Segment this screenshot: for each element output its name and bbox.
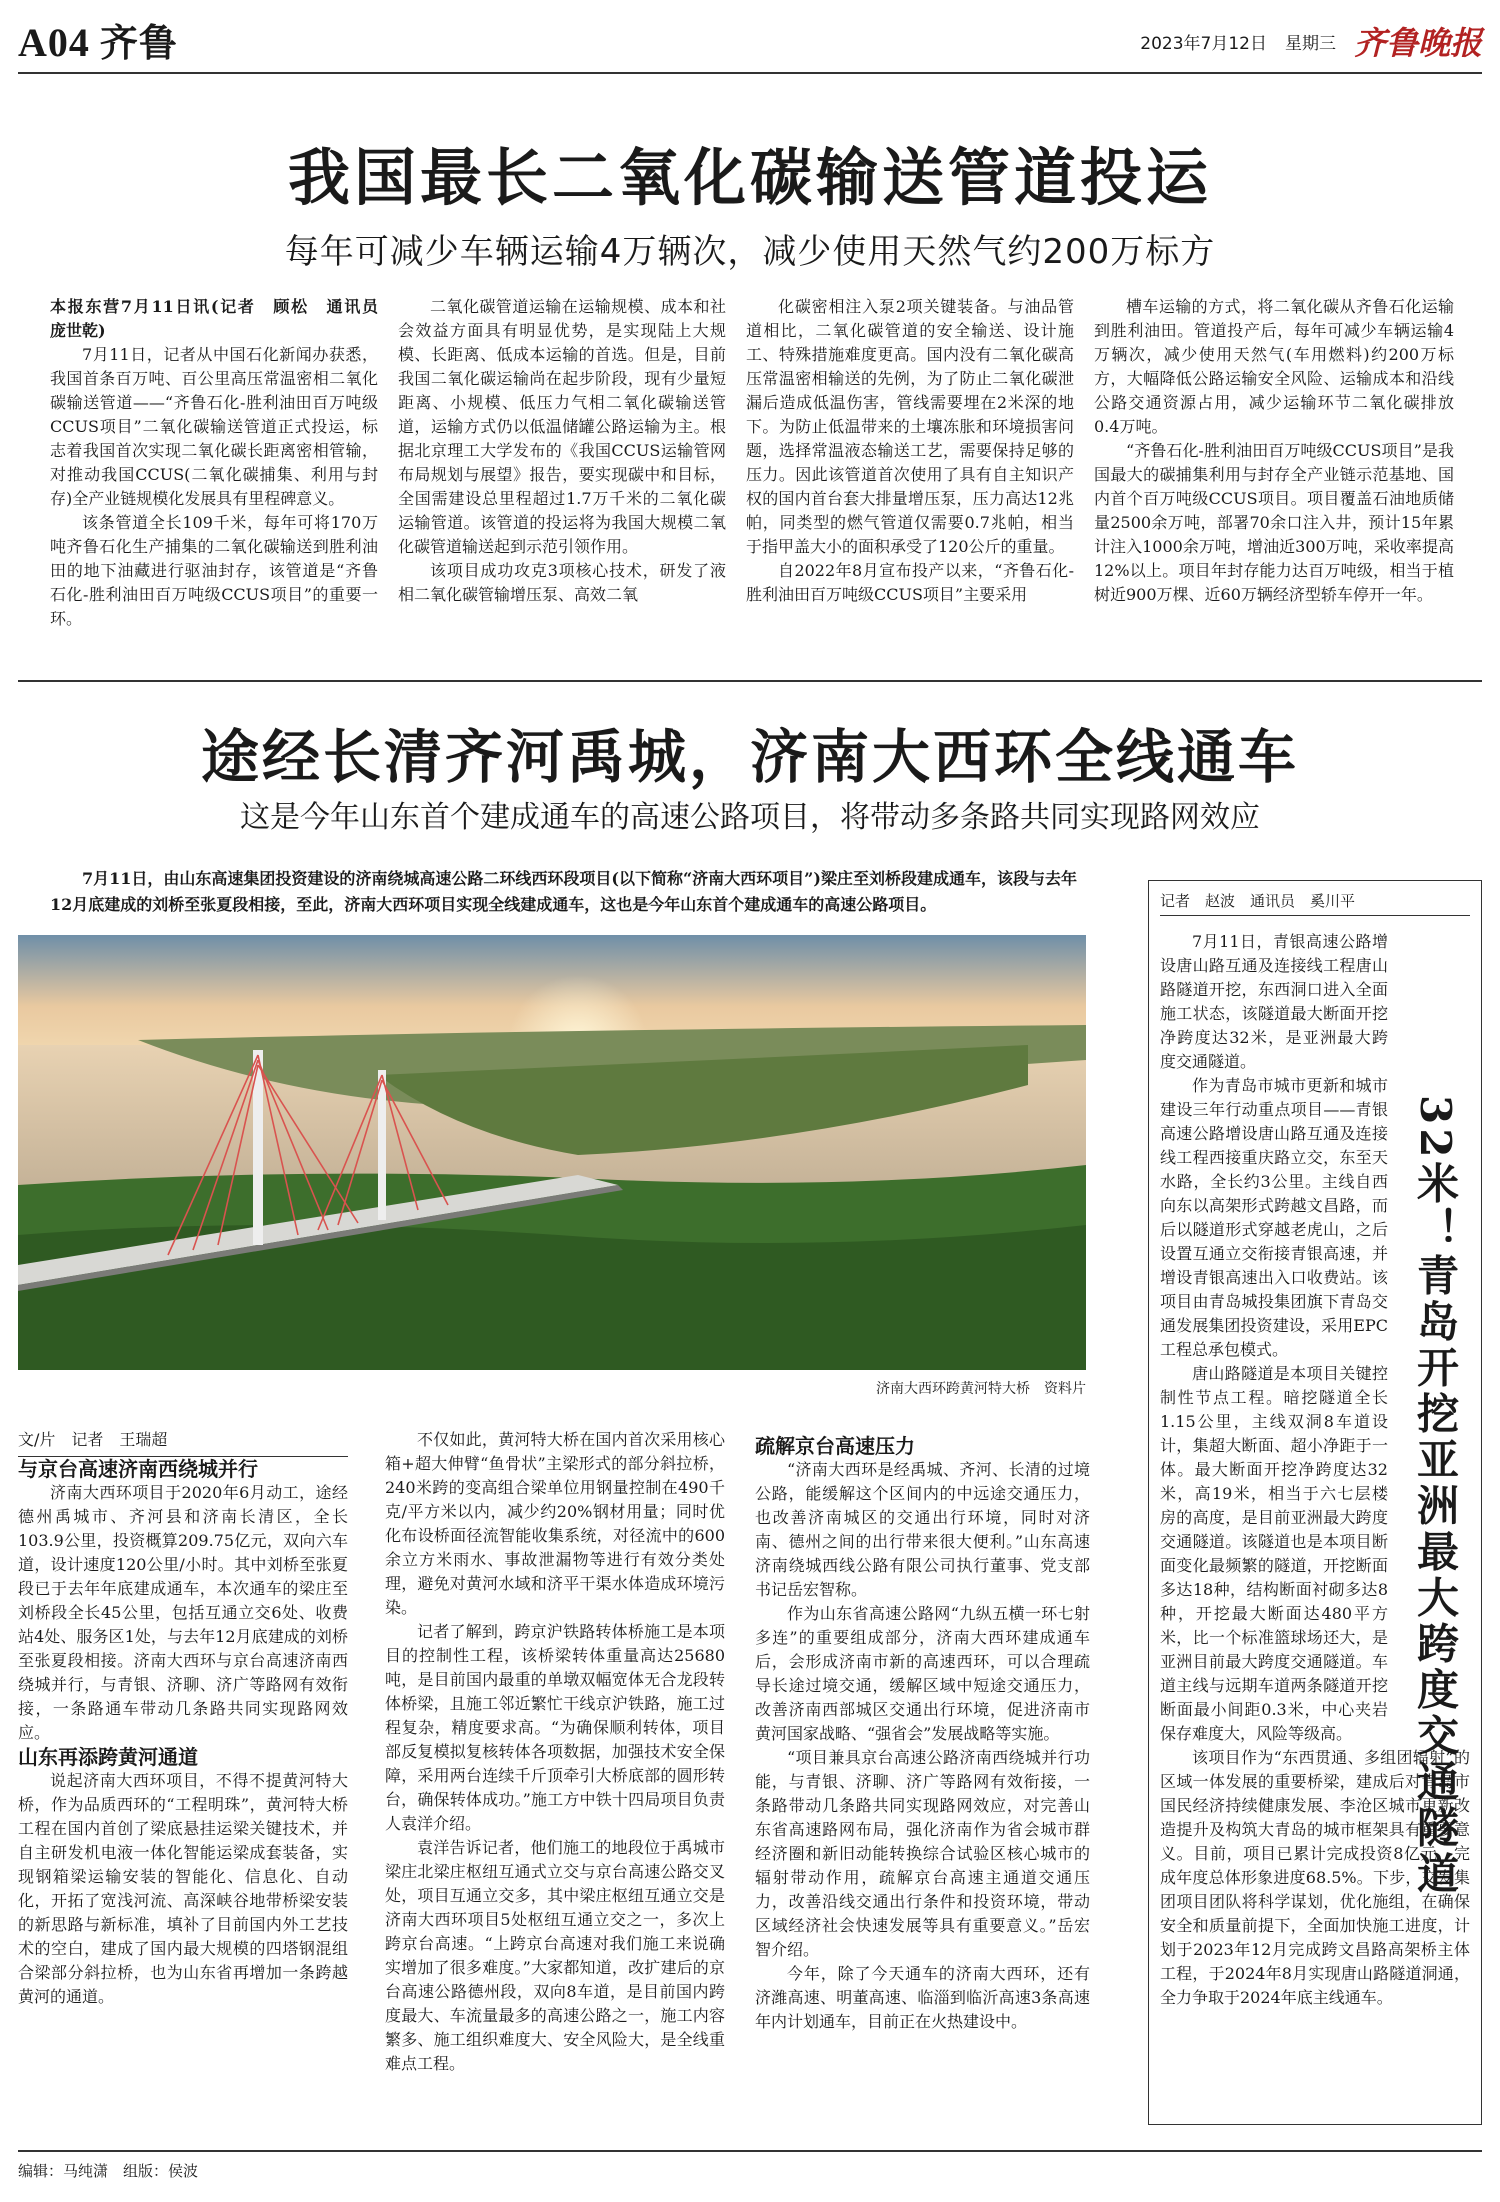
sidebar-paragraph: 该项目作为“东西贯通、多组团辐射”的区域一体发展的重要桥梁，建成后对青岛市国民经济持续健康发展、李沧区城市更新改造提升及构筑大青岛的城市框架具有重要意义。目前，项目已累计完成投资8亿元，完成年度总体形象进度68.5%。下步，交发集团项目团队将科学谋划，优化施组，在确保安全和质量前提下，全面加快施工进度，计划于2023年12月完成跨文昌路高架桥主体工程，于2024年8月实现唐山路隧道洞通，全力争取于2024年底主线通车。 [1160, 1748, 1470, 2007]
article2-subhead-1: 与京台高速济南西绕城并行 [18, 1457, 258, 1481]
issue-date: 2023年7月12日 [1140, 33, 1267, 54]
bridge-photo-illustration [18, 935, 1086, 1370]
article2-paragraph: “项目兼具京台高速公路济南西绕城并行功能，与青银、济聊、济广等路网有效衔接，一条路带动几条路共同实现路网效应，对完善山东省高速路网布局，强化济南作为省会城市群经济圈和新旧动能转换综合试验区核心城市的辐射带动作用，疏解京台高速主通道交通压力，改善沿线交通出行条件和投资环境，带动区域经济社会快速发展等具有重要意义。”岳宏智介绍。 [755, 1748, 1090, 1959]
bridge-photo [18, 935, 1086, 1370]
article1-paragraph: 该条管道全长109千米，每年可将170万吨齐鲁石化生产捕集的二氧化碳输送到胜利油田的地下油藏进行驱油封存，该管道是“齐鲁石化-胜利油田百万吨级CCUS项目”的重要一环。 [50, 513, 378, 628]
article1-paragraph: 7月11日，记者从中国石化新闻办获悉，我国首条百万吨、百公里高压常温密相二氧化碳输送管道——“齐鲁石化-胜利油田百万吨级CCUS项目”二氧化碳输送管道正式投运，标志着我国首次实现二氧化碳长距离密相管输，对推动我国CCUS(二氧化碳捕集、利用与封存)全产业链规模化发展具有里程碑意义。 [50, 345, 378, 508]
article1-column-2 [398, 295, 726, 607]
article2-byline: 文/片 记者 王瑞超 [18, 1428, 348, 1457]
sidebar-paragraph: 作为青岛市城市更新和城市建设三年行动重点项目——青银高速公路增设唐山路互通及连接线工程西接重庆路立交，东至天水路，全长约3公里。主线自西向东以高架形式跨越文昌路，而后以隧道形式穿越老虎山，之后设置互通立交衔接青银高速，并增设青银高速出入口收费站。该项目由青岛城投集团旗下青岛交通发展集团投资建设，采用EPC工程总承包模式。 [1160, 1076, 1388, 1359]
article2-paragraph: 不仅如此，黄河特大桥在国内首次采用核心箱+超大伸臂“鱼骨状”主梁形式的部分斜拉桥，240米跨的变高组合梁单位用钢量控制在490千克/平方米以内，减少约20%钢材用量；同时优化布设桥面径流智能收集系统，对径流中的600余立方米雨水、事故泄漏物等进行有效分类处理，避免对黄河水域和济平干渠水体造成环境污染。 [385, 1430, 725, 1617]
article2-paragraph: 济南大西环项目于2020年6月动工，途经德州禹城市、齐河县和济南长清区，全长103.9公里，投资概算209.75亿元，双向六车道，设计速度120公里/小时。其中刘桥至张夏段已于去年年底建成通车，本次通车的梁庄至刘桥段全长45公里，包括互通立交6处、收费站4处、服务区1处，与去年12月底建成的刘桥至张夏段相接。济南大西环与京台高速济南西绕城并行，与青银、济聊、济广等路网有效衔接，一条路通车带动几条路共同实现路网效应。 [18, 1483, 348, 1742]
article2-subhead-3: 疏解京台高速压力 [755, 1434, 915, 1458]
sidebar-title: 32米！青岛开挖亚洲最大跨度交通隧道 [1411, 1095, 1460, 1898]
article-divider [18, 680, 1482, 682]
article2-paragraph: 今年，除了今天通车的济南大西环，还有济潍高速、明董高速、临淄到临沂高速3条高速年内计划通车，目前正在火热建设中。 [755, 1964, 1090, 2031]
article2-subhead-2: 山东再添跨黄河通道 [18, 1745, 198, 1769]
article1-lead: 本报东营7月11日讯(记者 顾松 通讯员 庞世乾) [50, 297, 395, 340]
article1-column-1 [50, 295, 395, 631]
article2-column-3 [755, 1428, 1090, 2034]
sidebar-paragraph: 唐山路隧道是本项目关键控制性节点工程。暗挖隧道全长1.15公里，主线双洞8车道设计，集超大断面、超小净距于一体。最大断面开挖净跨度达32米，高19米，相当于六七层楼房的高度，是目前亚洲最大跨度交通隧道。该隧道也是本项目断面变化最频繁的隧道，开挖断面多达18种，结构断面衬砌多达8种，开挖最大断面达480平方米，比一个标准篮球场还大，是亚洲目前最大跨度交通隧道。车道主线与远期车道两条隧道开挖断面最小间距0.3米，中心夹岩保存难度大，风险等级高。 [1160, 1364, 1388, 1743]
article1-paragraph: 该项目成功攻克3项核心技术，研发了液相二氧化碳管输增压泵、高效二氧 [398, 561, 726, 604]
article1-column-4 [1094, 295, 1454, 607]
article2-title: 途经长清齐河禹城，济南大西环全线通车 [200, 723, 1299, 791]
article2-column-1 [18, 1428, 348, 2009]
footer-rule [18, 2150, 1482, 2152]
page-header-right [1140, 18, 1482, 64]
article2-intro: 7月11日，由山东高速集团投资建设的济南绕城高速公路二环线西环段项目(以下简称“济南大西环项目”)梁庄至刘桥段建成通车，该段与去年12月底建成的刘桥至张夏段相接，至此，济南大西环项目实现全线建成通车，这也是今年山东首个建成通车的高速公路项目。 [50, 869, 1077, 914]
article2-paragraph: “济南大西环是经禹城、齐河、长清的过境公路，能缓解这个区间内的中远途交通压力，也改善济南城区的交通出行环境，同时对济南、德州之间的出行带来很大便利。”山东高速济南绕城西线公路有限公司执行董事、党支部书记岳宏智称。 [755, 1460, 1090, 1599]
photo-caption: 济南大西环跨黄河特大桥 资料片 [876, 1381, 1086, 1397]
page-number: A04 [18, 20, 90, 65]
article1-paragraph: “齐鲁石化-胜利油田百万吨级CCUS项目”是我国最大的碳捕集利用与封存全产业链示范基地、国内首个百万吨级CCUS项目。项目覆盖石油地质储量2500余万吨，部署70余口注入井，预计15年累计注入1000余万吨，增油近300万吨，采收率提高12%以上。项目年封存能力达百万吨级，相当于植树近900万棵、近60万辆经济型轿车停开一年。 [1094, 441, 1454, 604]
article1-paragraph: 二氧化碳管道运输在运输规模、成本和社会效益方面具有明显优势，是实现陆上大规模、长距离、低成本运输的首选。但是，目前我国二氧化碳运输尚在起步阶段，现有少量短距离、小规模、低压力气相二氧化碳输送管道，运输方式仍以低温储罐公路运输为主。根据北京理工大学发布的《我国CCUS运输管网布局规划与展望》报告，要实现碳中和目标，全国需建设总里程超过1.7万千米的二氧化碳运输管道。该管道的投运将为我国大规模二氧化碳管道输送起到示范引领作用。 [398, 297, 726, 556]
paper-logo: 齐鲁晚报 [1353, 24, 1482, 62]
article1-subtitle: 每年可减少车辆运输4万辆次，减少使用天然气约200万标方 [284, 232, 1216, 272]
article1-column-3 [746, 295, 1074, 607]
article2-paragraph: 袁洋告诉记者，他们施工的地段位于禹城市梁庄北梁庄枢纽互通式立交与京台高速公路交叉处，项目互通立交多，其中梁庄枢纽互通立交是济南大西环项目5处枢纽互通立交之一，多次上跨京台高速。“上跨京台高速对我们施工来说确实增加了很多难度。”大家都知道，改扩建后的京台高速公路德州段，双向8车道，是目前国内跨度最大、车流量最多的高速公路之一，施工内容繁多、施工组织难度大、安全风险大，是全线重难点工程。 [385, 1838, 725, 2073]
article2-paragraph: 说起济南大西环项目，不得不提黄河特大桥，作为品质西环的“工程明珠”，黄河特大桥工程在国内首创了梁底悬挂运梁关键技术，并自主研发机电液一体化智能运梁成套装备，实现钢箱梁运输安装的智能化、信息化、自动化，开拓了宽浅河流、高深峡谷地带桥梁安装的新思路与新标准，填补了目前国内外工艺技术的空白，建成了国内最大规模的四塔钢混组合梁部分斜拉桥，也为山东省再增加一条跨越黄河的通道。 [18, 1771, 348, 2006]
article2-subtitle: 这是今年山东首个建成通车的高速公路项目，将带动多条路共同实现路网效应 [240, 800, 1260, 835]
page-header-left [18, 12, 178, 67]
sidebar-paragraph: 7月11日，青银高速公路增设唐山路互通及连接线工程唐山路隧道开挖，东西洞口进入全面施工状态，该隧道最大断面开挖净跨度达32米，是亚洲最大跨度交通隧道。 [1160, 932, 1388, 1071]
sidebar-byline: 记者 赵波 通讯员 奚川平 [1160, 890, 1470, 916]
article1-paragraph: 自2022年8月宣布投产以来，“齐鲁石化-胜利油田百万吨级CCUS项目”主要采用 [746, 561, 1074, 604]
section-name: 齐鲁 [99, 20, 178, 65]
article1-paragraph: 槽车运输的方式，将二氧化碳从齐鲁石化运输到胜利油田。管道投产后，每年可减少车辆运输4万辆次，减少使用天然气(车用燃料)约200万标方，大幅降低公路运输安全风险、运输成本和沿线公路交通资源占用，减少运输环节二氧化碳排放0.4万吨。 [1094, 297, 1454, 436]
footer-credits: 编辑：马纯潇 组版：侯波 [18, 2162, 199, 2180]
article1-title: 我国最长二氧化碳输送管道投运 [287, 141, 1212, 214]
article2-column-2 [385, 1428, 725, 2076]
header-rule [18, 72, 1482, 74]
article2-paragraph: 记者了解到，跨京沪铁路转体桥施工是本项目的控制性工程，该桥梁转体重量高达25680吨，是目前国内最重的单墩双幅宽体无合龙段转体桥梁，且施工邻近繁忙干线京沪铁路，施工过程复杂，精度要求高。“为确保顺利转体，项目部反复模拟复核转体各项数据，加强技术安全保障，采用两台连续千斤顶牵引大桥底部的圆形转台，确保转体成功。”施工方中铁十四局项目负责人袁洋介绍。 [385, 1622, 725, 1833]
article1-paragraph: 化碳密相注入泵2项关键装备。与油品管道相比，二氧化碳管道的安全输送、设计施工、特殊措施难度更高。国内没有二氧化碳高压常温密相输送的先例，为了防止二氧化碳泄漏后造成低温伤害，管线需要埋在2米深的地下。为防止低温带来的土壤冻胀和环境损害问题，选择常温液态输送工艺，需要保持足够的压力。因此该管道首次使用了具有自主知识产权的国内首台套大排量增压泵，压力高达12兆帕，同类型的燃气管道仅需要0.7兆帕，相当于指甲盖大小的面积承受了120公斤的重量。 [746, 297, 1074, 556]
issue-weekday: 星期三 [1284, 33, 1336, 54]
article2-paragraph: 作为山东省高速公路网“九纵五横一环七射多连”的重要组成部分，济南大西环建成通车后，会形成济南市新的高速西环，可以合理疏导长途过境交通，缓解区域中短途交通压力，改善济南西部城区交通出行环境，促进济南市黄河国家战略、“强省会”发展战略等实施。 [755, 1604, 1090, 1743]
